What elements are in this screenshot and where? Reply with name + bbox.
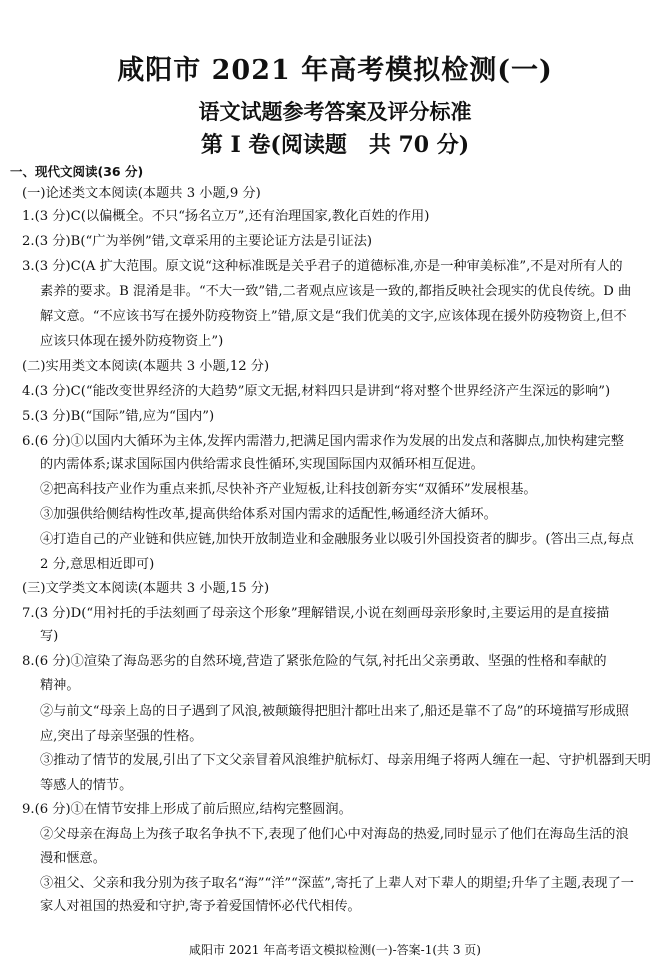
answer-line: 等感人的情节。 (40, 778, 133, 793)
part-heading: 第 Ⅰ 卷(阅读题 共 70 分) (200, 132, 470, 158)
answer-line: (一)论述类文本阅读(本题共 3 小题,9 分) (22, 186, 261, 201)
page-footer: 咸阳市 2021 年高考语文模拟检测(一)-答案-1(共 3 页) (189, 943, 481, 957)
answer-line: ③祖父、父亲和我分别为孩子取名“海”“洋”“深蓝”,寄托了上辈人对下辈人的期望;升华了主题,表现了一 (40, 876, 634, 891)
answer-line: ③推动了情节的发展,引出了下文父亲冒着风浪维护航标灯、母亲用绳子将两人缠在一起、守护机器到天明 (40, 753, 651, 768)
answer-line: 精神。 (40, 678, 80, 693)
answer-line: ②把高科技产业作为重点来抓,尽快补齐产业短板,让科技创新夯实“双循环”发展根基。 (40, 482, 537, 497)
answer-line: 写) (40, 629, 59, 644)
answer-line: 应,突出了母亲坚强的性格。 (40, 729, 203, 744)
answer-line: 家人对祖国的热爱和守护,寄予着爱国情怀必代代相传。 (40, 899, 361, 914)
answer-line: ③加强供给侧结构性改革,提高供给体系对国内需求的适配性,畅通经济大循环。 (40, 507, 497, 522)
answer-line: (二)实用类文本阅读(本题共 3 小题,12 分) (22, 359, 270, 374)
answer-line: 8.(6 分)①渲染了海岛恶劣的自然环境,营造了紧张危险的气氛,衬托出父亲勇敢、坚强的性格和奉献的 (22, 654, 607, 669)
answer-line: 2 分,意思相近即可) (40, 557, 155, 572)
answer-line: 漫和惬意。 (40, 851, 106, 866)
answer-line: 6.(6 分)①以国内大循环为主体,发挥内需潜力,把满足国内需求作为发展的出发点和落脚点,加快构建完整 (22, 434, 624, 449)
answer-line: 9.(6 分)①在情节安排上形成了前后照应,结构完整圆润。 (22, 802, 352, 817)
answer-line: ④打造自己的产业链和供应链,加快开放制造业和金融服务业以吸引外国投资者的脚步。(答出三点,每点 (40, 532, 634, 547)
answer-line: 解文意。“不应该书写在援外防疫物资上”错,原文是“我们优美的文字,应该体现在援外防疫物资上,但不 (40, 309, 627, 324)
section-heading: 一、现代文阅读(36 分) (10, 164, 144, 179)
answer-line: 素养的要求。B 混淆是非。“不大一致”错,二者观点应该是一致的,都指反映社会现实的优良传统。D 曲 (40, 284, 632, 299)
answer-line: (三)文学类文本阅读(本题共 3 小题,15 分) (22, 581, 270, 596)
answer-line: 3.(3 分)C(A 扩大范围。原文说“这种标准既是关乎君子的道德标准,亦是一种审美标准”,不是对所有人的 (22, 259, 623, 274)
answer-line: 的内需体系;谋求国际国内供给需求良性循环,实现国际国内双循环相互促进。 (40, 457, 484, 472)
document-title: 咸阳市 2021 年高考模拟检测(一) (117, 55, 553, 86)
answer-line: ②与前文“母亲上岛的日子遇到了风浪,被颠簸得把胆汁都吐出来了,船还是靠不了岛”的环境描写形成照 (40, 704, 629, 719)
answer-line: 1.(3 分)C(以偏概全。不只“扬名立万”,还有治理国家,教化百姓的作用) (22, 209, 430, 224)
answer-line: 2.(3 分)B(“广为举例”错,文章采用的主要论证方法是引证法) (22, 234, 373, 249)
answer-line: 7.(3 分)D(“用衬托的手法刻画了母亲这个形象”理解错误,小说在刻画母亲形象时,主要运用的是直接描 (22, 606, 610, 621)
document-subtitle: 语文试题参考答案及评分标准 (198, 99, 472, 124)
answer-line: 4.(3 分)C(“能改变世界经济的大趋势”原文无据,材料四只是讲到“将对整个世界经济产生深远的影响”) (22, 384, 611, 399)
answer-line: 应该只体现在援外防疫物资上”) (40, 334, 224, 349)
answer-line: ②父母亲在海岛上为孩子取名争执不下,表现了他们心中对海岛的热爱,同时显示了他们在海岛生活的浪 (40, 827, 629, 842)
answer-line: 5.(3 分)B(“国际”错,应为“国内”) (22, 409, 215, 424)
